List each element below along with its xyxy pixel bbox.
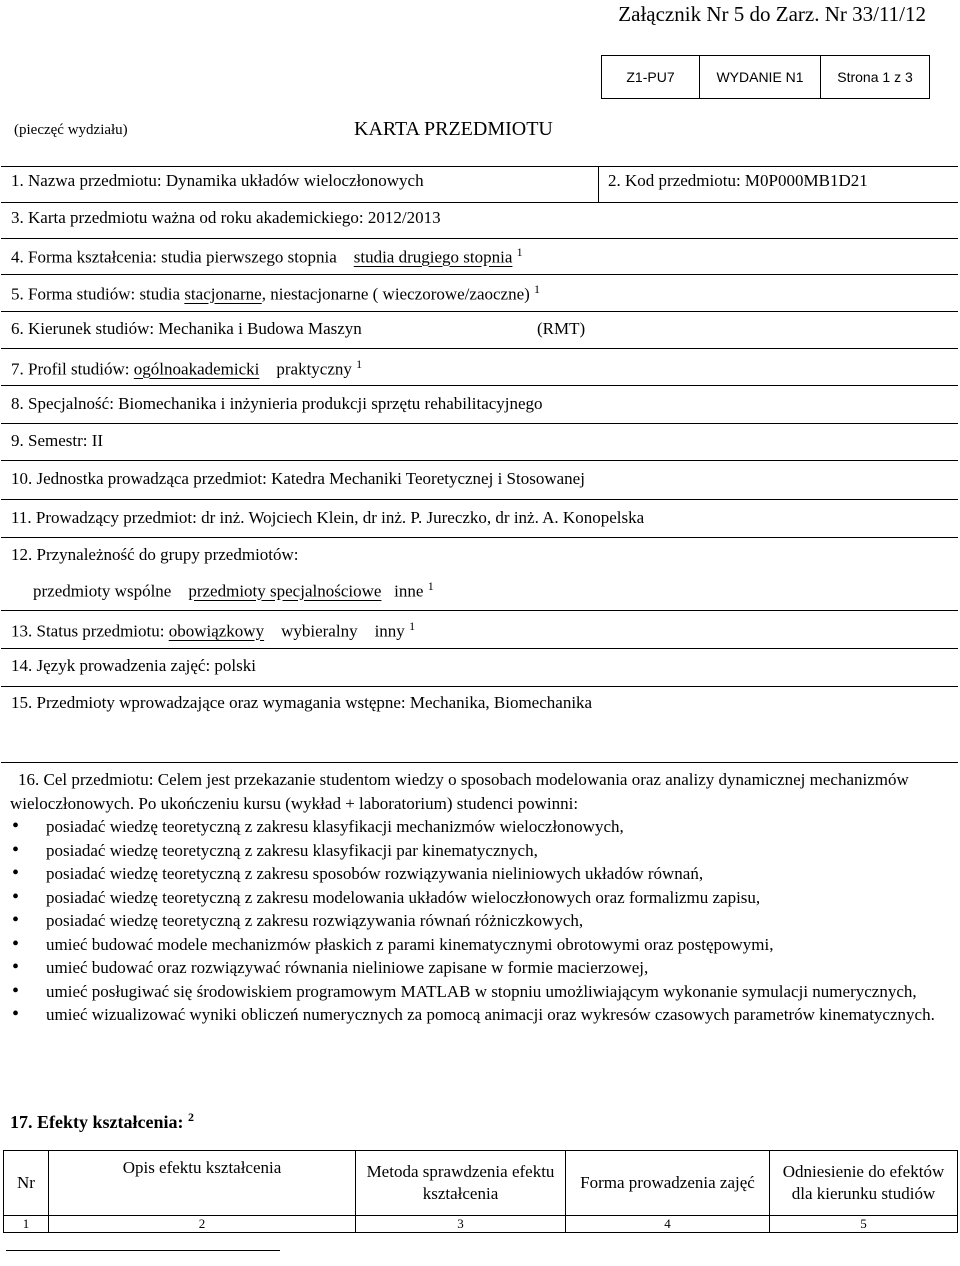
edition-cell: WYDANIE N1 [700, 56, 821, 98]
field-specialty-row [1, 385, 958, 423]
learning-outcomes-title [10, 1110, 194, 1133]
course-status-option: wybieralny [281, 621, 358, 641]
prerequisites: 15. Przedmioty wprowadzające oraz wymagania wstępne: Mechanika, Biomechanika [11, 693, 593, 712]
course-status-prefix: 13. Status przedmiotu: [11, 621, 165, 641]
field-prerequisites-row [1, 686, 958, 762]
course-name: 1. Nazwa przedmiotu: Dynamika układów wieloczłonowych [11, 171, 424, 190]
field-course-status-row [1, 610, 958, 648]
footnote-mark: 1 [534, 282, 541, 296]
study-profile-option: praktyczny [276, 359, 352, 379]
list-item: • umieć budować modele mechanizmów płaskich z parami kinematycznymi obrotowymi oraz postępowymi, [10, 933, 940, 957]
page-title: KARTA PRZEDMIOTU [354, 118, 553, 140]
column-number: 1 [4, 1216, 49, 1233]
column-header-method: Metoda sprawdzenia efektu kształcenia [356, 1151, 566, 1216]
course-group-label: 12. Przynależność do grupy przedmiotów: [11, 545, 299, 564]
learning-outcomes-title-text: 17. Efekty kształcenia: [10, 1112, 184, 1132]
list-item: • umieć budować oraz rozwiązywać równania nieliniowe zapisane w formie macierzowej, [10, 956, 940, 980]
section-divider [1, 762, 958, 763]
footnote-separator [6, 1250, 280, 1251]
list-item: • posiadać wiedzę teoretyczną z zakresu rozwiązywania równań różniczkowych, [10, 909, 940, 933]
study-form-suffix: , niestacjonarne ( wieczorowe/zaoczne) [261, 284, 530, 304]
footnote-mark: 1 [356, 357, 363, 371]
footnote-mark: 1 [427, 579, 434, 593]
column-header-reference: Odniesienie do efektów dla kierunku studiów [770, 1151, 958, 1216]
study-profile [11, 357, 362, 380]
study-form-prefix: 5. Forma studiów: studia [11, 284, 181, 304]
course-status-option: inny [374, 621, 405, 641]
field-course-group-row [1, 537, 958, 610]
document-id-table [601, 55, 930, 99]
footnote-mark: 2 [187, 1110, 194, 1124]
footnote-mark: 1 [409, 619, 416, 633]
field-study-form-row [1, 274, 958, 311]
study-form-selected: stacjonarne [184, 284, 262, 304]
list-item: • posiadać wiedzę teoretyczną z zakresu modelowania układów wieloczłonowych oraz formalizmu zapisu, [10, 886, 940, 910]
course-group-selected: przedmioty specjalnościowe [188, 581, 382, 601]
doc-code-cell: Z1-PU7 [602, 56, 700, 98]
course-group-option: inne [394, 581, 424, 601]
column-number: 2 [49, 1216, 356, 1233]
table-header-row [4, 1151, 958, 1216]
field-valid-year-row [1, 202, 958, 238]
column-header-description: Opis efektu kształcenia [49, 1151, 356, 1216]
list-item: • posiadać wiedzę teoretyczną z zakresu klasyfikacji par kinematycznych, [10, 839, 940, 863]
valid-year: 3. Karta przedmiotu ważna od roku akademickiego: 2012/2013 [11, 208, 441, 227]
course-status-selected: obowiązkowy [168, 621, 265, 641]
specialty: 8. Specjalność: Biomechanika i inżynieria produkcji sprzętu rehabilitacyjnego [11, 394, 543, 413]
study-profile-selected: ogólnoakademicki [133, 359, 260, 379]
teaching-unit: 10. Jednostka prowadząca przedmiot: Katedra Mechaniki Teoretycznej i Stosowanej [11, 469, 585, 488]
field-language-row [1, 648, 958, 686]
semester: 9. Semestr: II [11, 431, 104, 450]
field-education-form-row [1, 238, 958, 274]
column-number: 5 [770, 1216, 958, 1233]
page-number-cell: Strona 1 z 3 [837, 69, 913, 85]
column-header-form: Forma prowadzenia zajęć [566, 1151, 770, 1216]
study-direction: 6. Kierunek studiów: Mechanika i Budowa Maszyn [11, 319, 362, 338]
field-study-direction-row [1, 311, 958, 348]
education-form-selected: studia drugiego stopnia [353, 247, 513, 267]
course-status [11, 619, 415, 642]
list-item: • umieć wizualizować wyniki obliczeń numerycznych za pomocą animacji oraz wykresów czasowych parametrów kinematycznych. [10, 1003, 940, 1027]
education-form-prefix: 4. Forma kształcenia: studia pierwszego stopnia [11, 247, 337, 267]
course-group-options [33, 579, 434, 602]
column-number: 4 [566, 1216, 770, 1233]
course-objective-section [10, 768, 940, 1027]
course-code: 2. Kod przedmiotu: M0P000MB1D21 [608, 171, 868, 190]
column-divider [598, 166, 599, 202]
footnote-mark: 1 [516, 245, 523, 259]
column-number: 3 [356, 1216, 566, 1233]
field-lecturer-row [1, 499, 958, 537]
language: 14. Język prowadzenia zajęć: polski [11, 656, 256, 675]
course-objective-intro: 16. Cel przedmiotu: Celem jest przekazanie studentom wiedzy o sposobach modelowania oraz analizy dynamicznej mechanizmów wieloczłonowych. Po ukończeniu kursu (wykład + laboratorium) studenci powinni: [10, 770, 909, 813]
list-item: • posiadać wiedzę teoretyczną z zakresu sposobów rozwiązywania nieliniowych układów równań, [10, 862, 940, 886]
study-profile-prefix: 7. Profil studiów: [11, 359, 130, 379]
annex-reference: Załącznik Nr 5 do Zarz. Nr 33/11/12 [618, 2, 926, 26]
field-unit-row [1, 460, 958, 499]
field-study-profile-row [1, 348, 958, 385]
list-item: • posiadać wiedzę teoretyczną z zakresu klasyfikacji mechanizmów wieloczłonowych, [10, 815, 940, 839]
table-row [4, 1216, 958, 1233]
learning-goals-list [10, 815, 940, 1027]
field-semester-row [1, 423, 958, 460]
education-form [11, 245, 523, 268]
learning-outcomes-table [3, 1150, 958, 1233]
lecturers: 11. Prowadzący przedmiot: dr inż. Wojciech Klein, dr inż. P. Jureczko, dr inż. A. Konopelska [11, 508, 645, 527]
field-course-name-row [1, 166, 958, 202]
study-direction-code: (RMT) [537, 319, 586, 338]
course-group-option: przedmioty wspólne [33, 581, 172, 601]
column-header-nr: Nr [4, 1151, 49, 1216]
list-item: • umieć posługiwać się środowiskiem programowym MATLAB w stopniu umożliwiającym wykonanie symulacji numerycznych, [10, 980, 940, 1004]
faculty-stamp-label: (pieczęć wydziału) [14, 122, 128, 138]
study-form [11, 282, 540, 305]
